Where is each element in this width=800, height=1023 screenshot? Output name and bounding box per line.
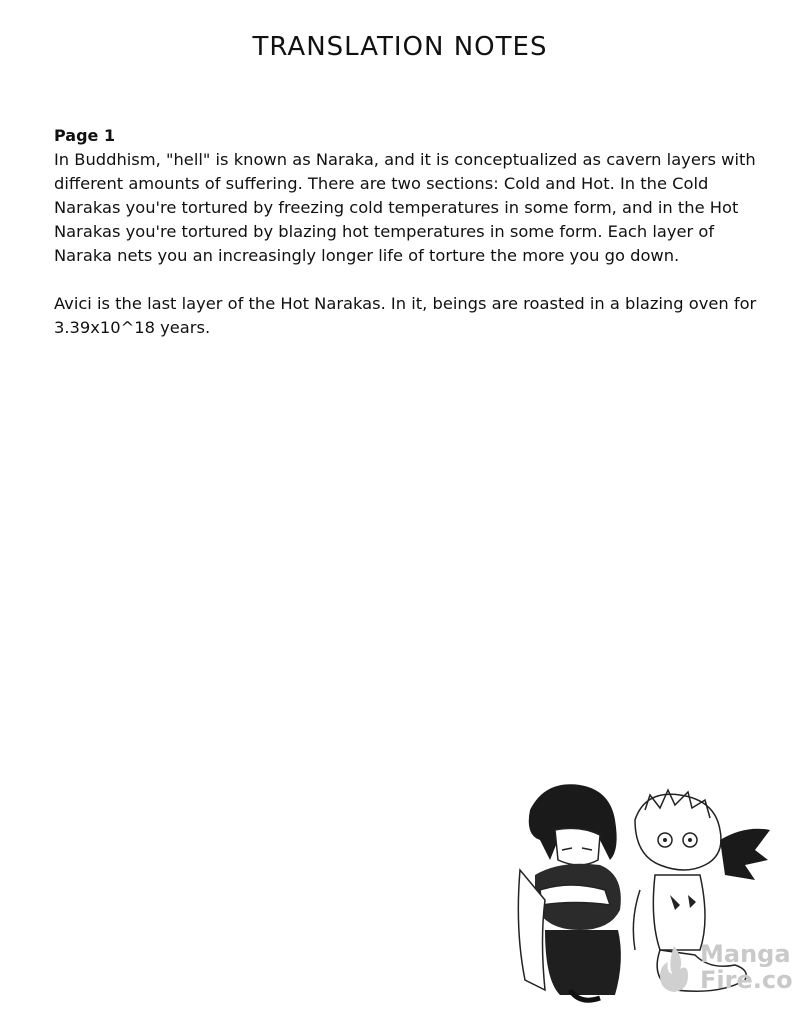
watermark-line-1: Manga: [700, 940, 791, 968]
flame-icon: [654, 944, 694, 994]
page-title: TRANSLATION NOTES: [252, 32, 548, 62]
note-paragraph: In Buddhism, "hell" is known as Naraka, and it is conceptualized as cavern layers with different amounts of suffering. There are two sections: Cold and Hot. In the Cold Narakas you're tortured by freezing cold temperatures in some form, and in the Hot Narakas you're tortured by blazing hot temperatures in some form. Each layer of Naraka nets you an increasingly longer life of torture the more you go down.: [54, 150, 756, 265]
note-paragraph: Avici is the last layer of the Hot Narakas. In it, beings are roasted in a blazing oven for 3.39x10^18 years.: [54, 294, 757, 337]
watermark: [650, 940, 793, 1000]
notes-body: [54, 124, 774, 340]
page-label: Page 1: [54, 126, 116, 145]
watermark-line-2: Fire.co: [700, 966, 793, 994]
